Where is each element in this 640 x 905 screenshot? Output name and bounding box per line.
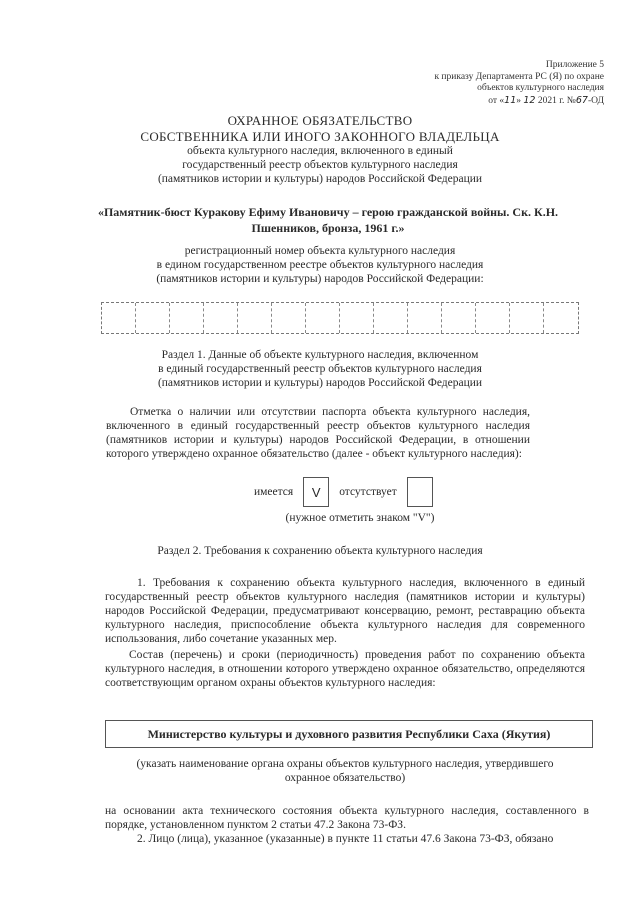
subtitle-line-2: государственный реестр объектов культурного наследия bbox=[182, 159, 458, 171]
ministry-note-line-1: (указать наименование органа охраны объектов культурного наследия, утвердившего bbox=[136, 758, 554, 770]
section-1-heading bbox=[110, 348, 530, 390]
section-1-line-3: (памятников истории и культуры) народов Российской Федерации bbox=[157, 377, 483, 389]
passport-choice bbox=[250, 477, 439, 507]
works-paragraph: Состав (перечень) и сроки (периодичность) проведения работ по сохранению объекта культурного наследия, в отношении которого утверждено охранное обязательство, определяются соответствующим органом охраны объектов культурного наследия: bbox=[105, 649, 585, 689]
subtitle-line-3: (памятников истории и культуры) народов Российской Федерации bbox=[157, 173, 483, 185]
date-prefix: от « bbox=[488, 95, 505, 106]
registration-caption bbox=[110, 244, 530, 286]
registration-cell bbox=[544, 303, 578, 333]
ministry-note-line-2: охранное обязательство) bbox=[284, 772, 406, 784]
registration-cell bbox=[476, 303, 510, 333]
mark-note: (нужное отметить знаком "V") bbox=[285, 512, 435, 524]
exists-label: имеется bbox=[254, 486, 294, 498]
appendix-department: объектов культурного наследия bbox=[477, 83, 604, 93]
appendix-date-line bbox=[344, 95, 604, 108]
registration-cell bbox=[204, 303, 238, 333]
appendix-header bbox=[344, 60, 604, 107]
requirements-paragraph: 1. Требования к сохранению объекта культурного наследия, включенного в единый государственный реестр объектов культурного наследия (памятников истории и культуры) народов Российской Федерации, предусматривают консервацию, ремонт, реставрацию объекта культурного наследия, приспособление объекта культурного наследия для современного использования, либо сочетание указанных мер. bbox=[105, 577, 585, 645]
registration-cell bbox=[102, 303, 136, 333]
section-1-line-2: в единый государственный реестр объектов культурного наследия bbox=[158, 363, 482, 375]
registration-cell bbox=[238, 303, 272, 333]
registration-cell bbox=[306, 303, 340, 333]
document-subtitle bbox=[70, 144, 570, 186]
passport-paragraph: Отметка о наличии или отсутствии паспорта объекта культурного наследия, включенного в единый государственный реестр объектов культурного наследия (памятников истории и культуры) народов Российской Федерации, в отношении которого утверждено охранное обязательство (далее - объект культурного наследия): bbox=[106, 406, 530, 460]
registration-cell bbox=[170, 303, 204, 333]
obligation-paragraph: 2. Лицо (лица), указанное (указанные) в пункте 11 статьи 47.6 Закона 73-ФЗ, обязано bbox=[137, 833, 554, 845]
section-1-line-1: Раздел 1. Данные об объекте культурного наследия, включенном bbox=[161, 349, 479, 361]
appendix-title: Приложение 5 bbox=[545, 60, 604, 70]
registration-cell bbox=[340, 303, 374, 333]
subtitle-line-1: объекта культурного наследия, включенного в единый bbox=[187, 145, 453, 157]
date-year: 2021 г. № bbox=[535, 95, 576, 106]
registration-cell bbox=[272, 303, 306, 333]
registration-cell bbox=[510, 303, 544, 333]
registration-line-2: в едином государственном реестре объектов культурного наследия bbox=[156, 259, 484, 271]
registration-cell bbox=[374, 303, 408, 333]
section-2-heading: Раздел 2. Требования к сохранению объекта культурного наследия bbox=[157, 545, 483, 557]
registration-cell bbox=[408, 303, 442, 333]
date-month: 12 bbox=[523, 94, 536, 106]
registration-number-grid bbox=[101, 302, 579, 334]
order-suffix: -ОД bbox=[587, 95, 604, 106]
ministry-box bbox=[105, 720, 593, 748]
object-name: «Памятник-бюст Куракову Ефиму Ивановичу – герою гражданской войны. Ск. К.Н. Пшенников, бронза, 1961 г.» bbox=[97, 205, 559, 235]
ministry-name: Министерство культуры и духовного развития Республики Саха (Якутия) bbox=[147, 726, 551, 741]
document-title bbox=[100, 113, 540, 144]
registration-cell bbox=[136, 303, 170, 333]
absent-label: отсутствует bbox=[339, 486, 397, 498]
date-day: 11 bbox=[504, 94, 517, 106]
appendix-order: к приказу Департамента РС (Я) по охране bbox=[434, 71, 604, 82]
basis-paragraph: на основании акта технического состояния объекта культурного наследия, составленного в порядке, установленном пунктом 2 статьи 47.2 Закона 73-ФЗ. bbox=[105, 805, 589, 831]
registration-line-1: регистрационный номер объекта культурного наследия bbox=[184, 245, 456, 257]
title-line-1: ОХРАННОЕ ОБЯЗАТЕЛЬСТВО bbox=[227, 113, 413, 128]
registration-cell bbox=[442, 303, 476, 333]
ministry-note bbox=[110, 757, 580, 785]
order-number: 67 bbox=[575, 94, 588, 106]
absent-checkbox[interactable] bbox=[407, 477, 433, 507]
exists-checkbox[interactable]: V bbox=[303, 477, 329, 507]
registration-line-3: (памятников истории и культуры) народов Российской Федерации: bbox=[156, 273, 484, 285]
title-line-2: СОБСТВЕННИКА ИЛИ ИНОГО ЗАКОННОГО ВЛАДЕЛЬЦА bbox=[140, 128, 500, 144]
date-mid: » bbox=[516, 95, 524, 106]
